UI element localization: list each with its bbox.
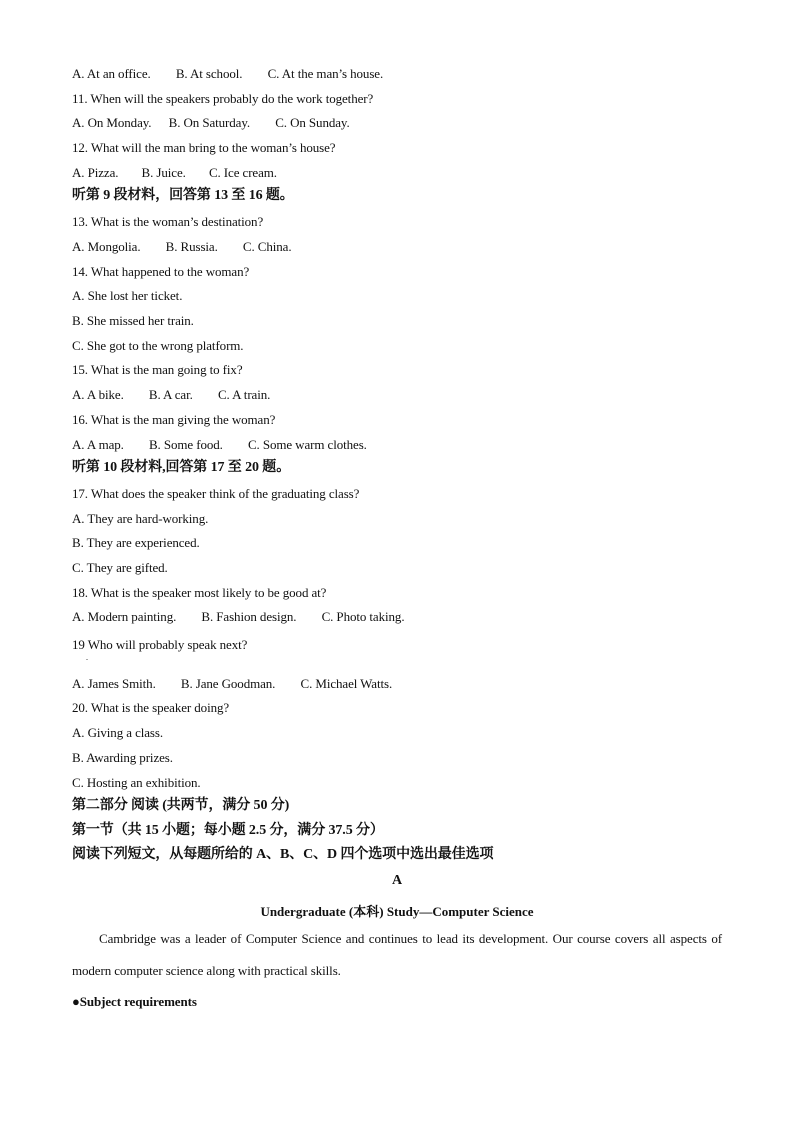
option-a: A. Modern painting. [72, 609, 177, 624]
option-b: B. Fashion design. [201, 609, 297, 624]
question-14-option-a: A. She lost her ticket. [72, 288, 183, 303]
option-a: A. A map. [72, 437, 124, 452]
question-15: 15. What is the man going to fix? [72, 362, 243, 377]
instructions: 阅读下列短文，从每题所给的 A、B、C、D 四个选项中选出最佳选项 [72, 847, 494, 862]
option-a: A. A bike. [72, 387, 124, 402]
section-heading-10: 听第 10 段材料,回答第 17 至 20 题。 [72, 460, 291, 475]
question-14-option-c: C. She got to the wrong platform. [72, 338, 244, 353]
question-17: 17. What does the speaker think of the graduating class? [72, 486, 360, 501]
option-a: A. At an office. [72, 66, 151, 81]
option-c: C. Michael Watts. [300, 676, 393, 691]
option-c: C. China. [242, 239, 292, 254]
question-17-option-c: C. They are gifted. [72, 560, 168, 575]
option-c: C. A train. [217, 387, 271, 402]
option-c: C. Some warm clothes. [247, 437, 367, 452]
option-c: C. Photo taking. [321, 609, 405, 624]
passage-title: Undergraduate (本科) Study—Computer Science [260, 904, 534, 919]
question-13: 13. What is the woman’s destination? [72, 214, 264, 229]
option-a: A. Pizza. [72, 165, 119, 180]
option-a: A. James Smith. [72, 676, 156, 691]
option-b: B. At school. [175, 66, 243, 81]
question-18-options [72, 609, 404, 625]
subject-requirements-heading: ●Subject requirements [72, 994, 197, 1009]
section-heading-9: 听第 9 段材料，回答第 13 至 16 题。 [72, 188, 294, 203]
question-11: 11. When will the speakers probably do the work together? [72, 91, 374, 106]
question-12-options [72, 165, 277, 181]
option-b: B. Juice. [141, 165, 186, 180]
question-16-options [72, 437, 367, 453]
passage-letter: A [391, 873, 403, 888]
question-10-options [72, 66, 383, 82]
question-13-options [72, 239, 291, 255]
question-17-option-b: B. They are experienced. [72, 535, 200, 550]
option-c: C. On Sunday. [275, 115, 350, 130]
question-19-options [72, 676, 392, 692]
option-a: A. On Monday. [72, 115, 152, 130]
option-b: B. On Saturday. [168, 115, 251, 130]
question-12: 12. What will the man bring to the woman’s house? [72, 140, 336, 155]
option-c: C. At the man’s house. [267, 66, 384, 81]
part-two-heading: 第二部分 阅读 (共两节，满分 50 分) [72, 798, 290, 813]
option-b: B. Some food. [148, 437, 223, 452]
question-14-option-b: B. She missed her train. [72, 313, 194, 328]
question-19: 19 Who will probably speak next? [72, 637, 248, 652]
option-b: B. Russia. [165, 239, 218, 254]
option-a: A. Mongolia. [72, 239, 141, 254]
option-b: B. Jane Goodman. [180, 676, 276, 691]
question-15-options [72, 387, 270, 403]
question-20-option-a: A. Giving a class. [72, 725, 163, 740]
option-c: C. Ice cream. [208, 165, 277, 180]
question-17-option-a: A. They are hard-working. [72, 511, 209, 526]
passage-paragraph: Cambridge was a leader of Computer Science and continues to lead its development. Our course covers all aspects of modern computer science along with practical skills. [72, 931, 722, 978]
question-20-option-c: C. Hosting an exhibition. [72, 775, 201, 790]
option-b: B. A car. [148, 387, 193, 402]
question-16: 16. What is the man giving the woman? [72, 412, 276, 427]
question-14: 14. What happened to the woman? [72, 264, 250, 279]
question-11-options [72, 115, 350, 131]
question-18: 18. What is the speaker most likely to be good at? [72, 585, 327, 600]
stray-dot: . [86, 653, 88, 662]
section-one-heading: 第一节（共 15 小题；每小题 2.5 分，满分 37.5 分） [72, 823, 384, 838]
question-20-option-b: B. Awarding prizes. [72, 750, 173, 765]
question-20: 20. What is the speaker doing? [72, 700, 230, 715]
